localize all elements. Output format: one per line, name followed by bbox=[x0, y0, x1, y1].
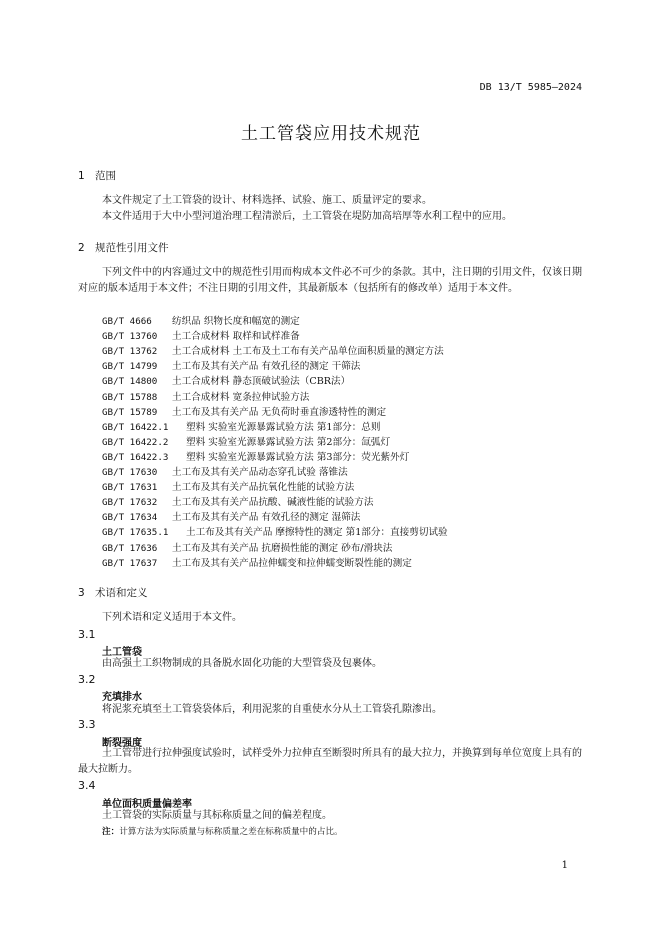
reference-title: 土工布及其有关产品抗氧化性能的试验方法 bbox=[172, 482, 355, 494]
reference-item bbox=[102, 405, 386, 420]
reference-item bbox=[102, 314, 300, 329]
reference-item bbox=[102, 541, 392, 556]
reference-item bbox=[102, 390, 309, 405]
reference-title: 土工布及其有关产品 有效孔径的测定 干筛法 bbox=[172, 361, 361, 373]
reference-item bbox=[102, 329, 300, 344]
term-name: 土工管袋 bbox=[102, 647, 142, 658]
reference-title: 土工合成材料 土工布及土工布有关产品单位面积质量的测定方法 bbox=[172, 346, 444, 358]
note-label: 注： bbox=[102, 827, 120, 837]
reference-item bbox=[102, 420, 380, 435]
term-definition: 由高强土工织物制成的具备脱水固化功能的大型管袋及包裹体。 bbox=[102, 658, 382, 669]
reference-code: GB/T 15788 bbox=[102, 391, 158, 403]
section-number: 1 bbox=[78, 170, 85, 182]
reference-code: GB/T 17635.1 bbox=[102, 527, 169, 539]
reference-item bbox=[102, 510, 360, 525]
reference-item bbox=[102, 344, 444, 359]
term-number: 3.2 bbox=[78, 673, 96, 686]
note bbox=[102, 825, 343, 837]
reference-code: GB/T 14800 bbox=[102, 376, 158, 388]
references-intro: 下列文件中的内容通过文中的规范性引用而构成本文件必不可少的条款。其中，注日期的引用文件，仅该日期对应的版本适用于本文件；不注日期的引用文件，其最新版本（包括所有的修改单）适用于本文件。 bbox=[78, 267, 582, 294]
reference-code: GB/T 16422.2 bbox=[102, 436, 169, 448]
reference-item bbox=[102, 374, 350, 389]
term-definition: 土工管袋的实际质量与其标称质量之间的偏差程度。 bbox=[102, 810, 332, 821]
term-number: 3.1 bbox=[78, 628, 96, 641]
reference-item bbox=[102, 465, 348, 480]
reference-title: 土工布及其有关产品拉伸蠕变和拉伸蠕变断裂性能的测定 bbox=[172, 557, 412, 569]
reference-code: GB/T 14799 bbox=[102, 361, 158, 373]
reference-item bbox=[102, 450, 409, 465]
reference-title: 塑料 实验室光源暴露试验方法 第3部分：荧光紫外灯 bbox=[186, 451, 410, 463]
reference-title: 土工合成材料 静态顶破试验法（CBR法） bbox=[172, 376, 351, 388]
scope-paragraph-1: 本文件规定了土工管袋的设计、材料选择、试验、施工、质量评定的要求。 bbox=[102, 195, 432, 206]
terms-intro: 下列术语和定义适用于本文件。 bbox=[102, 612, 242, 623]
term-name: 充填排水 bbox=[102, 692, 142, 703]
note-text: 计算方法为实际质量与标称质量之差在标称质量中的占比。 bbox=[119, 827, 343, 837]
section-title: 范围 bbox=[95, 170, 116, 182]
term-definition: 土工管带进行拉伸强度试验时，试样受外力拉伸直至断裂时所具有的最大拉力，并换算到每单位宽度上具有的最大拉断力。 bbox=[78, 748, 582, 775]
reference-title: 土工布及其有关产品 无负荷时垂直渗透特性的测定 bbox=[172, 406, 387, 418]
reference-title: 土工布及其有关产品 有效孔径的测定 湿筛法 bbox=[172, 512, 361, 524]
reference-title: 纺织品 织物长度和幅宽的测定 bbox=[172, 316, 300, 327]
reference-title: 塑料 实验室光源暴露试验方法 第2部分：氙弧灯 bbox=[186, 436, 391, 448]
reference-code: GB/T 13760 bbox=[102, 331, 158, 343]
section-title: 术语和定义 bbox=[95, 587, 148, 599]
reference-title: 土工合成材料 取样和试样准备 bbox=[172, 331, 300, 343]
reference-code: GB/T 17632 bbox=[102, 497, 158, 509]
term-definition: 将泥浆充填至土工管袋袋体后，利用泥浆的自重使水分从土工管袋孔隙渗出。 bbox=[102, 704, 442, 715]
reference-title: 土工布及其有关产品抗酸、碱液性能的试验方法 bbox=[172, 497, 374, 509]
reference-code: GB/T 17630 bbox=[102, 467, 158, 478]
document-number: DB 13/T 5985—2024 bbox=[479, 82, 582, 93]
reference-title: 塑料 实验室光源暴露试验方法 第1部分：总则 bbox=[186, 421, 381, 433]
reference-code: GB/T 16422.1 bbox=[102, 421, 169, 433]
reference-code: GB/T 4666 bbox=[102, 316, 152, 327]
page-title: 土工管袋应用技术规范 bbox=[241, 124, 421, 144]
section-title: 规范性引用文件 bbox=[95, 242, 169, 254]
term-name: 断裂强度 bbox=[102, 738, 142, 749]
section-number: 3 bbox=[78, 587, 85, 599]
reference-code: GB/T 17637 bbox=[102, 557, 158, 569]
reference-code: GB/T 13762 bbox=[102, 346, 158, 358]
reference-item bbox=[102, 435, 390, 450]
reference-code: GB/T 17636 bbox=[102, 542, 158, 554]
section-heading-terms bbox=[78, 585, 148, 600]
section-heading-references bbox=[78, 240, 169, 255]
term-name: 单位面积质量偏差率 bbox=[102, 799, 192, 810]
reference-item bbox=[102, 556, 412, 571]
reference-title: 土工布及其有关产品动态穿孔试验 落锥法 bbox=[172, 467, 348, 478]
page-number: 1 bbox=[561, 860, 568, 871]
section-heading-scope bbox=[78, 168, 116, 183]
reference-title: 土工布及其有关产品 抗磨损性能的测定 砂布/滑块法 bbox=[172, 542, 393, 554]
scope-paragraph-2: 本文件适用于大中小型河道治理工程清淤后，土工管袋在堤防加高培厚等水利工程中的应用。 bbox=[102, 211, 512, 222]
term-number: 3.3 bbox=[78, 718, 96, 731]
reference-title: 土工合成材料 宽条拉伸试验方法 bbox=[172, 391, 310, 403]
reference-code: GB/T 15789 bbox=[102, 406, 158, 418]
term-number: 3.4 bbox=[78, 779, 96, 792]
reference-item bbox=[102, 495, 373, 510]
reference-title: 土工布及其有关产品 摩擦特性的测定 第1部分：直接剪切试验 bbox=[186, 527, 448, 539]
section-number: 2 bbox=[78, 242, 85, 254]
reference-code: GB/T 16422.3 bbox=[102, 451, 169, 463]
reference-code: GB/T 17634 bbox=[102, 512, 158, 524]
reference-code: GB/T 17631 bbox=[102, 482, 158, 494]
reference-item bbox=[102, 359, 360, 374]
reference-item bbox=[102, 480, 354, 495]
reference-item bbox=[102, 525, 448, 540]
